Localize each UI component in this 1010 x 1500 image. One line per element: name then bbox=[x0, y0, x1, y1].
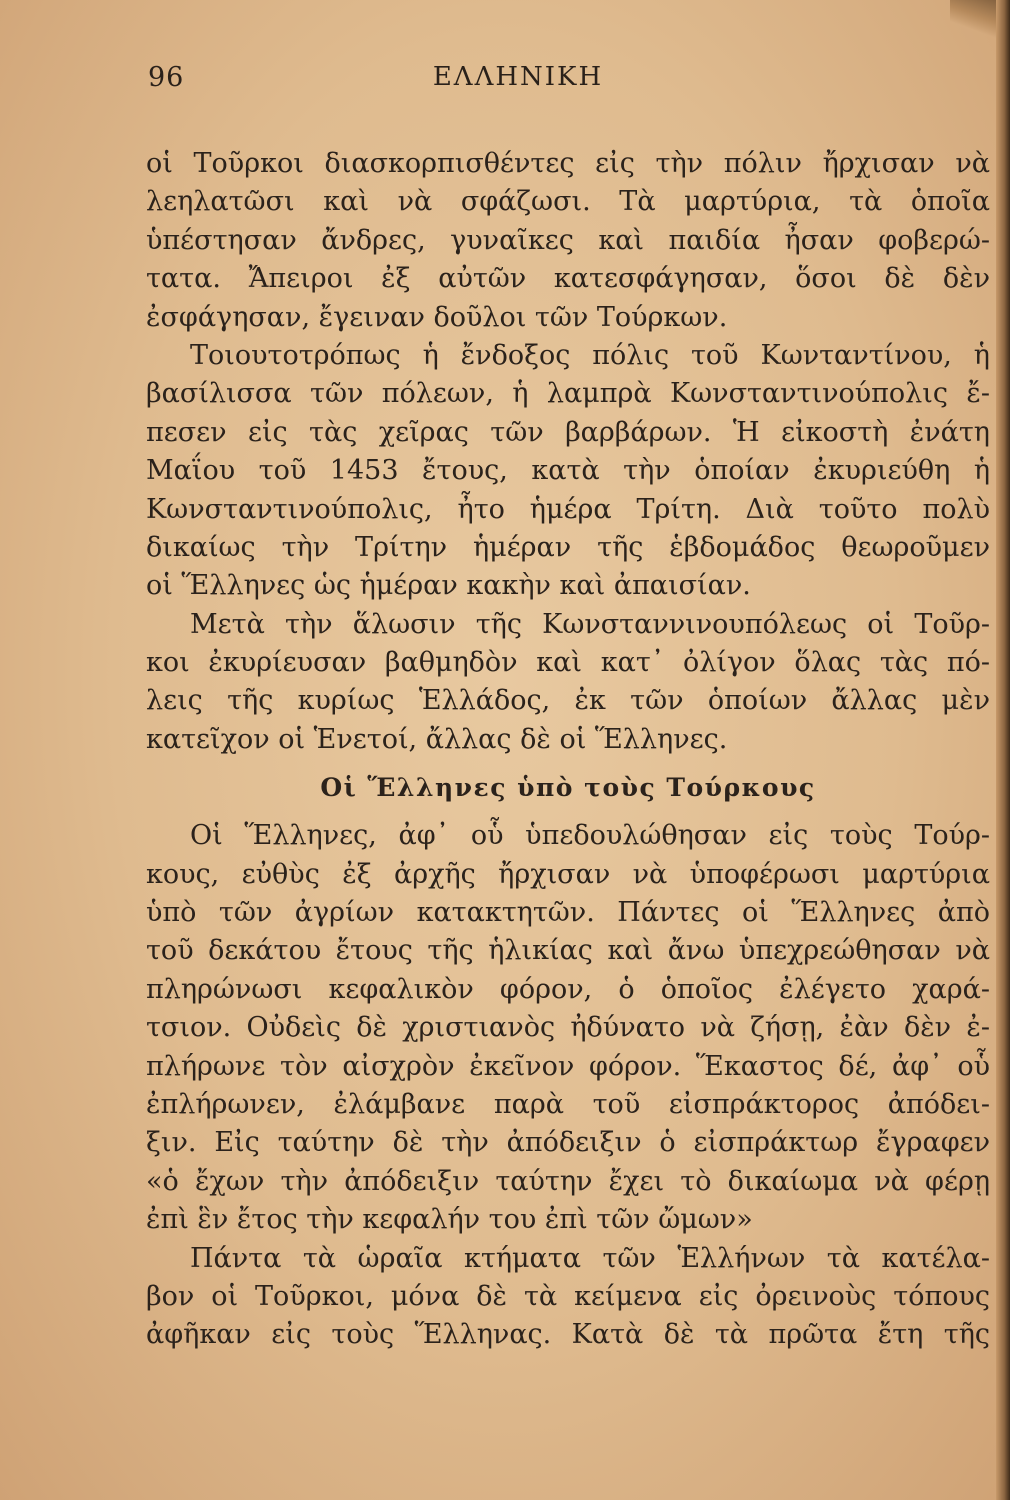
text-line: πεσεν εἰς τὰς χεῖρας τῶν βαρβάρων. Ἡ εἰκοστὴ ἐνάτη bbox=[146, 416, 990, 448]
paragraph bbox=[146, 145, 990, 337]
text-line: βασίλισσα τῶν πόλεων, ἡ λαμπρὰ Κωνσταντινούπολις ἔ- bbox=[146, 378, 990, 410]
text-line: «ὁ ἔχων τὴν ἀπόδειξιν ταύτην ἔχει τὸ δικαίωμα νὰ φέρῃ bbox=[146, 1165, 990, 1197]
paragraph bbox=[146, 606, 990, 760]
text-line: κοι ἐκυρίευσαν βαθμηδὸν καὶ κατ᾽ ὀλίγον ὅλας τὰς πό- bbox=[146, 647, 990, 679]
page-binding-edge bbox=[996, 0, 1010, 1500]
text-line: Μετὰ τὴν ἅλωσιν τῆς Κωνσταννινουπόλεως οἱ Τοῦρ- bbox=[190, 608, 990, 640]
page-header bbox=[148, 62, 888, 102]
text-line: οἱ Τοῦρκοι διασκορπισθέντες εἰς τὴν πόλιν ἤρχισαν νὰ bbox=[146, 148, 990, 179]
text-line: τοῦ δεκάτου ἔτους τῆς ἡλικίας καὶ ἄνω ὑπεχρεώθησαν νὰ bbox=[146, 935, 990, 967]
text-line: Οἱ Ἕλληνες, ἀφ᾽ οὗ ὑπεδουλώθησαν εἰς τοὺς Τούρ- bbox=[190, 820, 990, 852]
text-line: βον οἱ Τοῦρκοι, μόνα δὲ τὰ κείμενα εἰς ὀρεινοὺς τόπους bbox=[146, 1280, 990, 1312]
text-line: κατεῖχον οἱ Ἑνετοί, ἄλλας δὲ οἱ Ἕλληνες. bbox=[146, 723, 728, 755]
text-line: τατα. Ἄπειροι ἐξ αὐτῶν κατεσφάγησαν, ὅσοι δὲ δὲν bbox=[146, 263, 990, 295]
page-number: 96 bbox=[148, 62, 185, 93]
text-line: ὑπὸ τῶν ἀγρίων κατακτητῶν. Πάντες οἱ Ἕλληνες ἀπὸ bbox=[146, 897, 990, 929]
paragraph bbox=[146, 337, 990, 606]
text-line: ἐπλήρωνεν, ἐλάμβανε παρὰ τοῦ εἰσπράκτορος ἀπόδει- bbox=[146, 1088, 990, 1120]
text-line: δικαίως τὴν Τρίτην ἡμέραν τῆς ἑβδομάδος θεωροῦμεν bbox=[146, 531, 990, 563]
text-line: ξιν. Εἰς ταύτην δὲ τὴν ἀπόδειξιν ὁ εἰσπράκτωρ ἔγραφεν bbox=[146, 1127, 990, 1159]
paragraph bbox=[146, 1240, 990, 1355]
text-line: ὑπέστησαν ἄνδρες, γυναῖκες καὶ παιδία ἦσαν φοβερώ- bbox=[146, 224, 990, 256]
text-line: Πάντα τὰ ὡραῖα κτήματα τῶν Ἑλλήνων τὰ κατέλα- bbox=[190, 1242, 990, 1274]
paragraph bbox=[146, 817, 990, 1239]
section-heading: Οἱ Ἕλληνες ὑπὸ τοὺς Τούρκους bbox=[320, 773, 816, 803]
body-text bbox=[146, 145, 990, 1355]
text-line: ἀφῆκαν εἰς τοὺς Ἕλληνας. Κατὰ δὲ τὰ πρῶτα ἔτη τῆς bbox=[146, 1319, 990, 1351]
text-line: πληρώνωσι κεφαλικὸν φόρον, ὁ ὁποῖος ἐλέγετο χαρά- bbox=[146, 973, 990, 1005]
text-line: πλήρωνε τὸν αἰσχρὸν ἐκεῖνον φόρον. Ἕκαστος δέ, ἀφ᾽ οὗ bbox=[146, 1050, 990, 1082]
text-line: Κωνσταντινούπολις, ἦτο ἡμέρα Τρίτη. Διὰ τοῦτο πολὺ bbox=[146, 493, 990, 525]
text-line: κους, εὐθὺς ἐξ ἀρχῆς ἤρχισαν νὰ ὑποφέρωσι μαρτύρια bbox=[146, 858, 990, 890]
text-line: Τοιουτοτρόπως ἡ ἔνδοξος πόλις τοῦ Κωνταντίνου, ἡ bbox=[190, 339, 990, 371]
text-line: ἐπὶ ἓν ἔτος τὴν κεφαλήν του ἐπὶ τῶν ὤμων» bbox=[146, 1204, 753, 1236]
text-line: οἱ Ἕλληνες ὡς ἡμέραν κακὴν καὶ ἀπαισίαν. bbox=[146, 570, 751, 602]
text-line: λεις τῆς κυρίως Ἑλλάδος, ἐκ τῶν ὁποίων ἄλλας μὲν bbox=[146, 685, 990, 717]
text-line: ἐσφάγησαν, ἔγειναν δοῦλοι τῶν Τούρκων. bbox=[146, 301, 728, 333]
text-line: λεηλατῶσι καὶ νὰ σφάζωσι. Τὰ μαρτύρια, τὰ ὁποῖα bbox=[146, 186, 990, 218]
text-line: Μαΐου τοῦ 1453 ἔτους, κατὰ τὴν ὁποίαν ἐκυριεύθη ἡ bbox=[146, 455, 990, 487]
running-head: ΕΛΛΗΝΙΚΗ bbox=[432, 62, 604, 92]
text-line: τσιον. Οὐδεὶς δὲ χριστιανὸς ἠδύνατο νὰ ζήσῃ, ἐὰν δὲν ἐ- bbox=[146, 1012, 990, 1044]
